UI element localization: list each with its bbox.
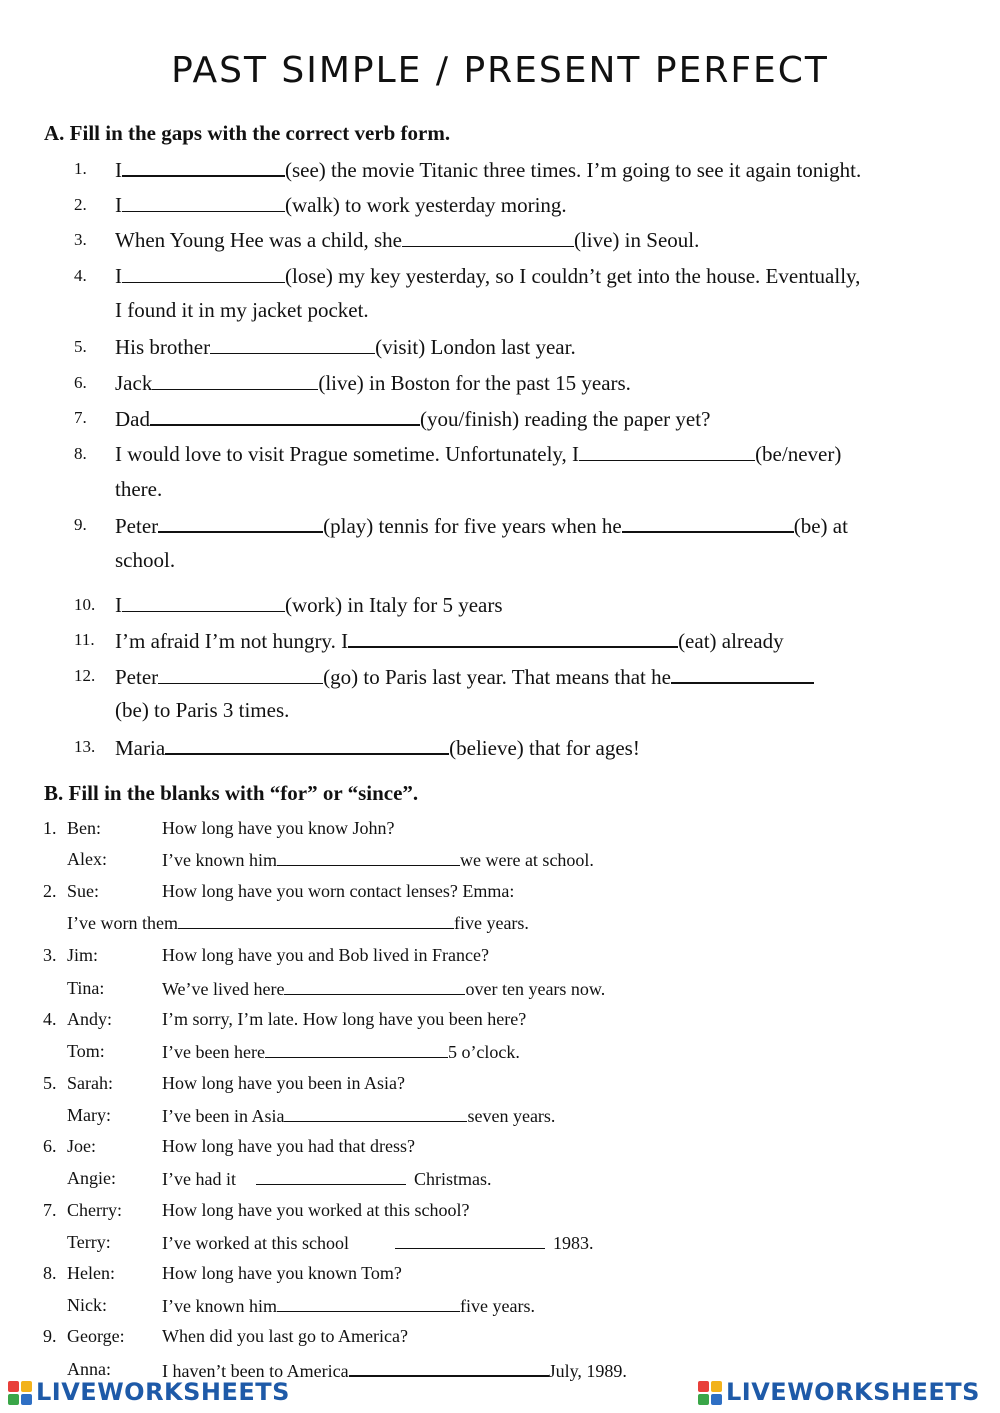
footer-logo-right: LIVEWORKSHEETS xyxy=(698,1378,980,1412)
dialogue-8-question: 8. Helen: How long have you known Tom? xyxy=(43,1263,402,1283)
exercise-a-item-5: 5. His brother (visit) London last year. xyxy=(74,335,576,359)
answer-blank-4[interactable] xyxy=(122,263,285,283)
answer-blank-11[interactable] xyxy=(348,627,678,648)
answer-blank-6[interactable] xyxy=(152,370,318,390)
liveworksheets-logo-icon xyxy=(698,1379,724,1407)
exercise-a-item-4-cont: I found it in my jacket pocket. xyxy=(115,298,369,322)
answer-blank-5[interactable] xyxy=(210,334,375,354)
exercise-a-item-11: 11. I’m afraid I’m not hungry. I (eat) already xyxy=(74,629,784,653)
for-since-blank-1[interactable] xyxy=(277,849,460,866)
dialogue-6-question: 6. Joe: How long have you had that dress? xyxy=(43,1136,415,1156)
dialogue-3-answer: Tina: We’ve lived here over ten years now. xyxy=(67,978,606,999)
liveworksheets-logo-icon xyxy=(8,1379,34,1407)
for-since-blank-4[interactable] xyxy=(265,1041,448,1058)
exercise-a-item-12-cont: (be) to Paris 3 times. xyxy=(115,698,290,722)
answer-blank-9b[interactable] xyxy=(622,512,794,533)
answer-blank-13[interactable] xyxy=(165,734,449,755)
answer-blank-2[interactable] xyxy=(122,192,285,212)
section-b-heading: B. Fill in the blanks with “for” or “since”. xyxy=(44,781,419,805)
dialogue-7-answer: Terry: I’ve worked at this school 1983. xyxy=(67,1232,594,1253)
exercise-a-item-8-cont: there. xyxy=(115,477,163,501)
dialogue-4-answer: Tom: I’ve been here 5 o’clock. xyxy=(67,1041,520,1062)
dialogue-6-answer: Angie: I’ve had it Christmas. xyxy=(67,1168,492,1189)
dialogue-5-question: 5. Sarah: How long have you been in Asia? xyxy=(43,1073,405,1093)
dialogue-3-question: 3. Jim: How long have you and Bob lived in France? xyxy=(43,945,489,965)
exercise-a-item-6: 6. Jack (live) in Boston for the past 15 years. xyxy=(74,371,631,395)
exercise-a-item-12: 12. Peter (go) to Paris last year. That means that he xyxy=(0,663,1000,693)
for-since-blank-9[interactable] xyxy=(349,1359,549,1377)
answer-blank-3[interactable] xyxy=(402,227,574,247)
exercise-a-item-9-cont: school. xyxy=(115,548,176,572)
answer-blank-12a[interactable] xyxy=(158,664,323,684)
dialogue-9-answer: Anna: I haven’t been to America July, 1989. xyxy=(67,1359,627,1381)
answer-blank-12b[interactable] xyxy=(671,663,814,684)
for-since-blank-5[interactable] xyxy=(284,1105,467,1122)
for-since-blank-8[interactable] xyxy=(277,1295,460,1312)
answer-blank-9a[interactable] xyxy=(158,512,323,533)
for-since-blank-3[interactable] xyxy=(284,978,465,995)
dialogue-1-question: 1. Ben: How long have you know John? xyxy=(43,818,395,838)
answer-blank-1[interactable] xyxy=(122,156,285,177)
exercise-a-item-4: 4. I (lose) my key yesterday, so I couldn’t get into the house. Eventually, xyxy=(74,264,861,288)
exercise-a-item-3: 3. When Young Hee was a child, she (live) in Seoul. xyxy=(74,228,700,252)
exercise-a-item-2: 2. I (walk) to work yesterday moring. xyxy=(74,193,567,217)
exercise-a-item-13: 13. Maria (believe) that for ages! xyxy=(74,736,640,760)
exercise-a-item-7: 7. Dad (you/finish) reading the paper yet? xyxy=(74,407,711,431)
page-title: PAST SIMPLE / PRESENT PERFECT xyxy=(171,50,829,91)
for-since-blank-7[interactable] xyxy=(395,1232,545,1249)
section-a-heading: A. Fill in the gaps with the correct verb form. xyxy=(44,121,451,145)
exercise-a-item-9: 9. Peter (play) tennis for five years when he (be) at xyxy=(74,514,848,538)
dialogue-9-question: 9. George: When did you last go to America? xyxy=(43,1326,408,1346)
footer-logo-left: LIVEWORKSHEETS xyxy=(8,1378,290,1412)
exercise-a-item-10: 10. I (work) in Italy for 5 years xyxy=(74,593,503,617)
dialogue-5-answer: Mary: I’ve been in Asia seven years. xyxy=(67,1105,556,1126)
dialogue-1-answer: Alex: I’ve known him we were at school. xyxy=(67,849,594,870)
answer-blank-10[interactable] xyxy=(122,592,285,612)
for-since-blank-6[interactable] xyxy=(256,1168,406,1185)
for-since-blank-2[interactable] xyxy=(178,912,454,929)
exercise-a-item-1: 1. I (see) the movie Titanic three times. I’m going to see it again tonight. xyxy=(74,158,862,182)
answer-blank-7[interactable] xyxy=(150,405,420,426)
dialogue-8-answer: Nick: I’ve known him five years. xyxy=(67,1295,535,1316)
dialogue-4-question: 4. Andy: I’m sorry, I’m late. How long have you been here? xyxy=(43,1009,527,1029)
dialogue-7-question: 7. Cherry: How long have you worked at this school? xyxy=(43,1200,470,1220)
dialogue-2-answer: I’ve worn them five years. xyxy=(67,913,529,933)
dialogue-2-question: 2. Sue: How long have you worn contact lenses? Emma: xyxy=(43,881,515,901)
answer-blank-8[interactable] xyxy=(579,441,755,461)
exercise-a-item-8: 8. I would love to visit Prague sometime. Unfortunately, I (be/never) xyxy=(74,442,842,466)
